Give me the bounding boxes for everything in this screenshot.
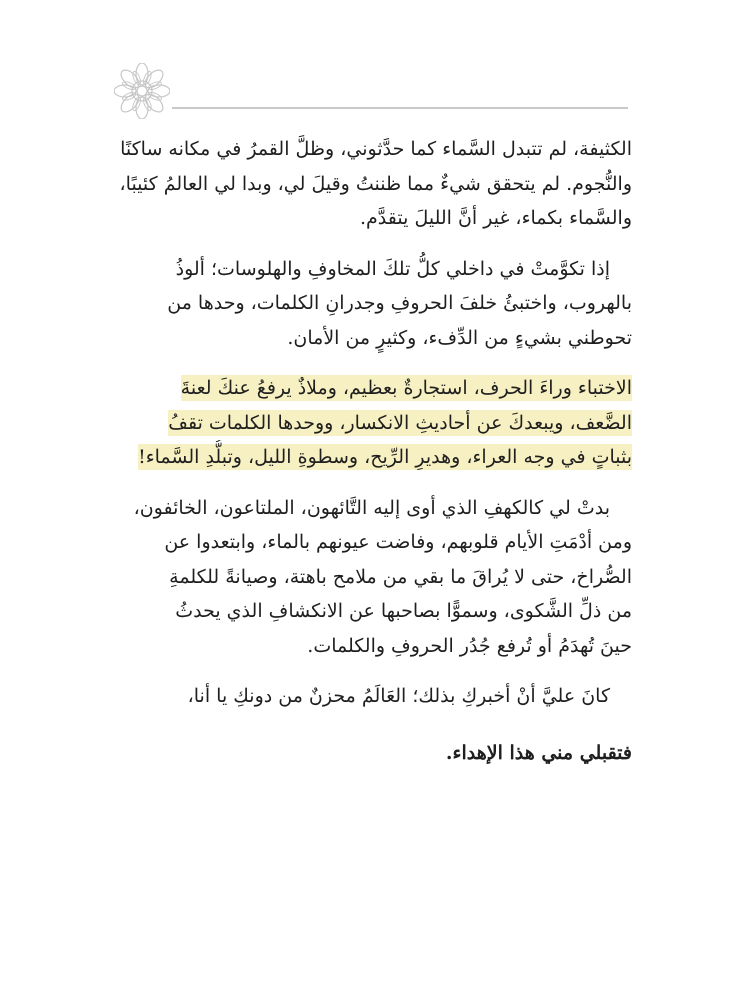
header-divider xyxy=(172,107,628,109)
paragraph-2 xyxy=(110,252,632,356)
paragraph-4 xyxy=(110,491,632,664)
text-line: والسَّماء بكماء، غير أنَّ الليلَ يتقدَّم. xyxy=(360,207,632,229)
highlighted-line xyxy=(110,440,632,475)
paragraph-1 xyxy=(110,132,632,236)
highlighted-line xyxy=(110,406,632,441)
highlight-mark: بثباتٍ في وجه العراء، وهديرِ الرِّيح، وسطوةِ الليل، وتبلُّدِ السَّماء! xyxy=(138,446,632,468)
text-line: الكثيفة، لم تتبدل السَّماء كما حدَّثوني، وظلَّ القمرُ في مكانه ساكنًا xyxy=(120,138,632,160)
text-line: تحوطني بشيءٍ من الدِّفء، وكثيرٍ من الأمان. xyxy=(287,326,632,349)
text-line: حينَ تُهدَمُ أو تُرفع جُدُر الحروفِ والكلمات. xyxy=(307,634,632,657)
highlight-mark: الضَّعف، ويبعدكَ عن أحاديثِ الانكسار، ووحدها الكلمات تقفُ xyxy=(168,411,632,434)
highlight-mark: الاختباء وراءَ الحرف، استجارةٌ بعظيم، وملاذٌ يرفعُ عنكَ لعنةَ xyxy=(180,377,632,399)
closing-dedication: فتقبلي مني هذا الإهداء. xyxy=(445,741,632,764)
highlighted-paragraph xyxy=(110,371,632,475)
paragraph-5 xyxy=(110,679,632,714)
highlighted-line xyxy=(110,371,632,406)
mandala-ornament-icon xyxy=(114,63,170,119)
text-line: ومن أدْمَتِ الأيام قلوبهم، وفاضت عيونهم بالماء، وابتعدوا عن xyxy=(164,531,632,553)
page-body xyxy=(110,132,632,770)
text-line: بالهروب، واختبئُ خلفَ الحروفِ وجدرانِ الكلمات، وحدها من xyxy=(167,292,632,314)
text-line: الصُّراخ، حتى لا يُراقَ ما بقي من ملامح باهتة، وصيانةً للكلمةِ xyxy=(169,565,632,588)
text-line: بدتْ لي كالكهفِ الذي أوى إليه التَّائهون، الملتاعون، الخائفون، xyxy=(133,496,610,519)
text-line: من ذلِّ الشَّكوى، وسموًّا بصاحبها عن الانكشافِ الذي يحدثُ xyxy=(175,600,632,622)
text-line: كانَ عليَّ أنْ أخبركِ بذلك؛ العَالَمُ محزنٌ من دونكِ يا أنا، xyxy=(187,685,610,707)
text-line: إذا تكوَّمتْ في داخلي كلُّ تلكَ المخاوفِ والهلوسات؛ ألوذُ xyxy=(175,257,610,280)
text-line: والنُّجوم. لم يتحقق شيءٌ مما ظننتُ وقيلَ لي، وبدا لي العالمُ كئيبًا، xyxy=(119,172,632,195)
